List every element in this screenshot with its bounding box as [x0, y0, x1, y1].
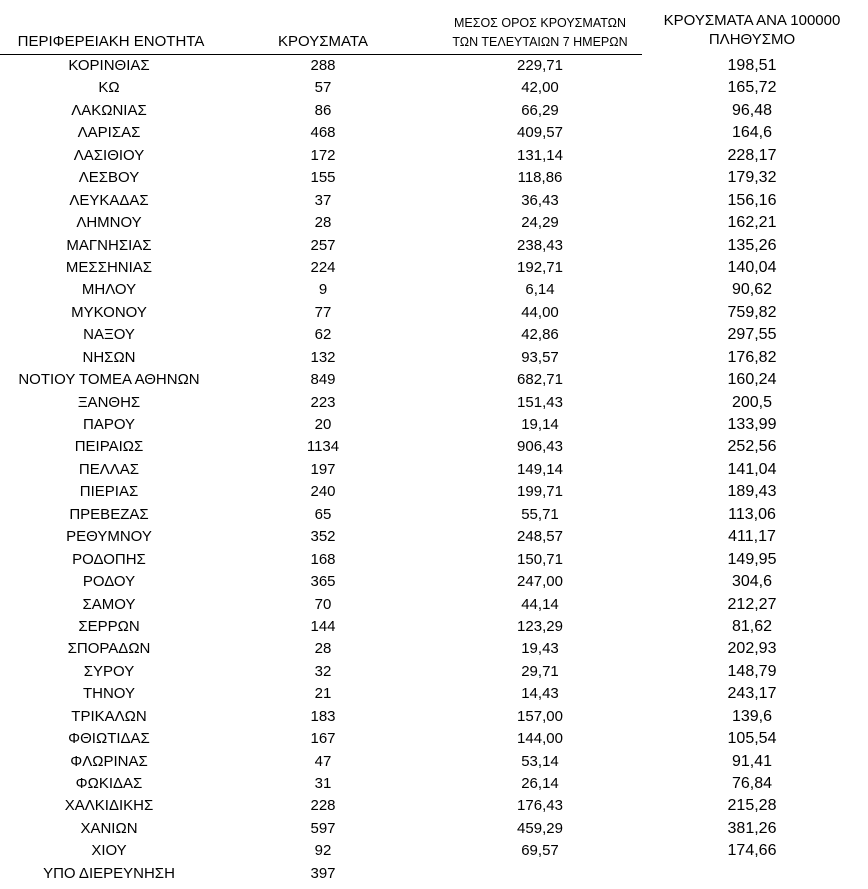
table-row [0, 414, 868, 436]
per-100k-cell: 133,99 [727, 416, 777, 433]
per-100k-cell: 76,84 [731, 775, 773, 792]
cases-cell: 352 [310, 528, 336, 546]
region-cell: ΦΛΩΡΙΝΑΣ [70, 752, 148, 770]
header-region: ΠΕΡΙΦΕΡΕΙΑΚΗ ΕΝΟΤΗΤΑ [17, 33, 205, 50]
region-cell: ΣΠΟΡΑΔΩΝ [67, 640, 151, 658]
average-cell: 53,14 [521, 752, 559, 770]
region-cell: ΠΑΡΟΥ [82, 416, 136, 433]
region-cell: ΞΑΝΘΗΣ [77, 393, 141, 411]
table-row [0, 751, 868, 773]
per-100k-cell: 304,6 [731, 573, 773, 591]
per-100k-cell: 411,17 [728, 528, 776, 546]
per-100k-cell: 139,6 [731, 707, 773, 725]
per-100k-cell: 140,04 [727, 258, 777, 276]
average-cell: 149,14 [517, 460, 563, 478]
average-cell: 151,43 [517, 393, 563, 411]
per-100k-cell: 165,72 [727, 79, 777, 97]
average-cell: 192,71 [517, 258, 563, 276]
cases-cell: 257 [310, 236, 336, 254]
cases-cell: 849 [310, 371, 336, 389]
table-row [0, 594, 868, 616]
per-100k-cell: 141,04 [727, 460, 777, 478]
average-cell: 247,00 [517, 573, 563, 591]
average-cell: 14,43 [521, 685, 559, 703]
average-cell: 24,29 [521, 214, 559, 232]
header-cases-per-100k [636, 11, 868, 49]
cases-cell: 228 [310, 797, 336, 815]
per-100k-cell: 164,6 [731, 124, 773, 142]
region-cell: ΛΗΜΝΟΥ [76, 214, 142, 232]
cases-cell: 28 [314, 640, 332, 658]
average-cell: 69,57 [521, 842, 559, 860]
region-cell: ΤΗΝΟΥ [82, 685, 136, 703]
cases-cell: 47 [314, 752, 332, 770]
average-cell: 19,14 [521, 416, 559, 433]
average-cell: 26,14 [521, 775, 559, 792]
table-row [0, 279, 868, 301]
per-100k-cell: 198,51 [727, 57, 777, 74]
per-100k-cell: 176,82 [727, 348, 777, 366]
average-cell: 459,29 [517, 819, 563, 837]
header-cases-per-100k-line1: ΚΡΟΥΣΜΑΤΑ ΑΝΑ 100000 [663, 12, 841, 29]
cases-cell: 28 [314, 214, 332, 232]
average-cell: 144,00 [517, 730, 563, 748]
table-row [0, 392, 868, 414]
region-cell: ΣΑΜΟΥ [82, 595, 136, 613]
cases-cell: 183 [310, 707, 336, 725]
table-row [0, 459, 868, 481]
header-cases-per-100k-line2: ΠΛΗΘΥΣΜΟ [708, 31, 796, 48]
per-100k-cell: 759,82 [727, 303, 777, 321]
region-cell: ΜΥΚΟΝΟΥ [71, 303, 147, 321]
table-row [0, 795, 868, 817]
region-cell: ΡΕΘΥΜΝΟΥ [66, 528, 152, 546]
table-row [0, 638, 868, 660]
average-cell: 118,86 [517, 169, 563, 187]
cases-cell: 224 [310, 258, 336, 276]
per-100k-cell: 200,5 [731, 393, 773, 411]
average-cell: 123,29 [517, 617, 563, 635]
region-cell: ΤΡΙΚΑΛΩΝ [71, 707, 147, 725]
per-100k-cell: 202,93 [727, 640, 777, 658]
region-cell: ΛΑΡΙΣΑΣ [77, 124, 141, 142]
region-cell: ΠΙΕΡΙΑΣ [79, 483, 139, 501]
average-cell: 176,43 [517, 797, 563, 815]
table-row [0, 122, 868, 144]
average-cell: 238,43 [517, 236, 563, 254]
table-row [0, 347, 868, 369]
per-100k-cell: 189,43 [727, 483, 777, 501]
region-cell: ΜΕΣΣΗΝΙΑΣ [65, 258, 153, 276]
per-100k-cell: 297,55 [727, 326, 777, 344]
cases-cell: 144 [310, 617, 336, 635]
per-100k-cell: 160,24 [727, 371, 777, 389]
average-cell: 29,71 [521, 662, 559, 680]
per-100k-cell: 149,95 [727, 550, 777, 568]
cases-cell: 223 [310, 393, 336, 411]
region-cell: ΚΩ [98, 79, 120, 97]
data-table [0, 55, 868, 885]
table-row [0, 549, 868, 571]
average-cell: 6,14 [525, 281, 555, 299]
header-cases: ΚΡΟΥΣΜΑΤΑ [278, 33, 368, 50]
region-cell: ΛΑΚΩΝΙΑΣ [71, 101, 147, 119]
header-7day-average-line2: ΤΩΝ ΤΕΛΕΥΤΑΙΩΝ 7 ΗΜΕΡΩΝ [452, 35, 628, 49]
cases-cell: 20 [314, 416, 332, 433]
table-row [0, 257, 868, 279]
average-cell: 157,00 [517, 707, 563, 725]
region-cell: ΛΕΥΚΑΔΑΣ [69, 191, 149, 209]
table-row [0, 369, 868, 391]
cases-cell: 155 [310, 169, 336, 187]
per-100k-cell: 148,79 [727, 662, 777, 680]
region-cell: ΧΑΝΙΩΝ [80, 819, 138, 837]
cases-cell: 197 [310, 460, 336, 478]
average-cell: 44,00 [521, 303, 559, 321]
region-cell: ΛΕΣΒΟΥ [78, 169, 140, 187]
cases-cell: 65 [314, 505, 332, 523]
region-cell: ΝΗΣΩΝ [82, 348, 136, 366]
cases-cell: 31 [314, 775, 332, 792]
table-row [0, 436, 868, 458]
per-100k-cell: 81,62 [731, 617, 773, 635]
per-100k-cell: 381,26 [727, 819, 777, 837]
cases-cell: 37 [314, 191, 332, 209]
per-100k-cell: 179,32 [727, 169, 777, 187]
table-row [0, 77, 868, 99]
region-cell: ΠΕΙΡΑΙΩΣ [74, 438, 144, 456]
table-row [0, 190, 868, 212]
region-cell: ΥΠΟ ΔΙΕΡΕΥΝΗΣΗ [43, 864, 175, 882]
cases-cell: 240 [310, 483, 336, 501]
cases-cell: 86 [314, 101, 332, 119]
average-cell: 229,71 [517, 57, 563, 74]
per-100k-cell: 243,17 [727, 685, 777, 703]
region-cell: ΜΗΛΟΥ [81, 281, 137, 299]
average-cell: 248,57 [517, 528, 563, 546]
region-cell: ΛΑΣΙΘΙΟΥ [73, 146, 145, 164]
average-cell: 93,57 [521, 348, 559, 366]
region-cell: ΜΑΓΝΗΣΙΑΣ [66, 236, 152, 254]
average-cell: 150,71 [517, 550, 563, 568]
cases-cell: 168 [310, 550, 336, 568]
cases-cell: 597 [310, 819, 336, 837]
table-row [0, 235, 868, 257]
per-100k-cell: 113,06 [728, 505, 776, 523]
cases-cell: 57 [314, 79, 332, 97]
cases-cell: 172 [310, 146, 336, 164]
per-100k-cell: 90,62 [731, 281, 773, 299]
table-row [0, 728, 868, 750]
cases-cell: 9 [318, 281, 328, 299]
table-row [0, 616, 868, 638]
table-row [0, 773, 868, 795]
per-100k-cell: 156,16 [727, 191, 777, 209]
per-100k-cell: 135,26 [727, 236, 777, 254]
per-100k-cell: 162,21 [727, 214, 777, 232]
table-row [0, 481, 868, 503]
per-100k-cell: 228,17 [727, 146, 777, 164]
table-row [0, 571, 868, 593]
region-cell: ΦΩΚΙΔΑΣ [75, 775, 143, 792]
average-cell: 906,43 [517, 438, 563, 456]
table-row [0, 55, 868, 77]
cases-cell: 288 [310, 57, 336, 74]
average-cell: 682,71 [517, 371, 563, 389]
cases-cell: 32 [314, 662, 332, 680]
cases-cell: 92 [314, 842, 332, 860]
per-100k-cell: 174,66 [727, 842, 777, 860]
region-cell: ΧΑΛΚΙΔΙΚΗΣ [64, 797, 154, 815]
table-row [0, 526, 868, 548]
region-cell: ΡΟΔΟΠΗΣ [72, 550, 146, 568]
header-7day-average [420, 14, 660, 52]
region-cell: ΠΡΕΒΕΖΑΣ [69, 505, 149, 523]
table-row [0, 100, 868, 122]
cases-cell: 468 [310, 124, 336, 142]
region-cell: ΚΟΡΙΝΘΙΑΣ [68, 57, 150, 74]
average-cell: 42,86 [521, 326, 559, 344]
average-cell: 19,43 [521, 640, 559, 658]
table-row [0, 302, 868, 324]
table-row [0, 504, 868, 526]
cases-cell: 21 [314, 685, 332, 703]
average-cell: 66,29 [521, 101, 559, 119]
table-row [0, 706, 868, 728]
per-100k-cell: 105,54 [727, 730, 777, 748]
region-cell: ΦΘΙΩΤΙΔΑΣ [68, 730, 150, 748]
cases-cell: 132 [310, 348, 336, 366]
region-cell: ΧΙΟΥ [91, 842, 127, 860]
table-row [0, 145, 868, 167]
per-100k-cell: 215,28 [727, 797, 777, 815]
table-row [0, 863, 868, 885]
region-cell: ΝΟΤΙΟΥ ΤΟΜΕΑ ΑΘΗΝΩΝ [18, 371, 200, 389]
cases-cell: 62 [314, 326, 332, 344]
region-cell: ΣΕΡΡΩΝ [78, 617, 140, 635]
cases-cell: 365 [310, 573, 336, 591]
cases-cell: 397 [310, 864, 336, 882]
table-row [0, 818, 868, 840]
average-cell: 131,14 [517, 146, 563, 164]
region-cell: ΣΥΡΟΥ [83, 662, 135, 680]
table-row [0, 212, 868, 234]
average-cell: 409,57 [517, 124, 563, 142]
average-cell: 42,00 [521, 79, 559, 97]
table-row [0, 683, 868, 705]
average-cell: 55,71 [521, 505, 559, 523]
region-cell: ΠΕΛΛΑΣ [78, 460, 140, 478]
header-7day-average-line1: ΜΕΣΟΣ ΟΡΟΣ ΚΡΟΥΣΜΑΤΩΝ [453, 16, 627, 30]
table-row [0, 167, 868, 189]
per-100k-cell: 252,56 [727, 438, 777, 456]
per-100k-cell: 212,27 [727, 595, 777, 613]
cases-cell: 167 [310, 730, 336, 748]
cases-cell: 77 [314, 303, 332, 321]
region-cell: ΝΑΞΟΥ [83, 326, 135, 344]
average-cell: 199,71 [517, 483, 563, 501]
table-row [0, 324, 868, 346]
per-100k-cell: 96,48 [731, 101, 773, 119]
average-cell: 36,43 [521, 191, 559, 209]
region-cell: ΡΟΔΟΥ [82, 573, 136, 591]
table-row [0, 840, 868, 862]
average-cell: 44,14 [521, 595, 559, 613]
table-row [0, 661, 868, 683]
per-100k-cell: 91,41 [731, 752, 773, 770]
cases-cell: 1134 [306, 438, 340, 456]
cases-cell: 70 [314, 595, 332, 613]
